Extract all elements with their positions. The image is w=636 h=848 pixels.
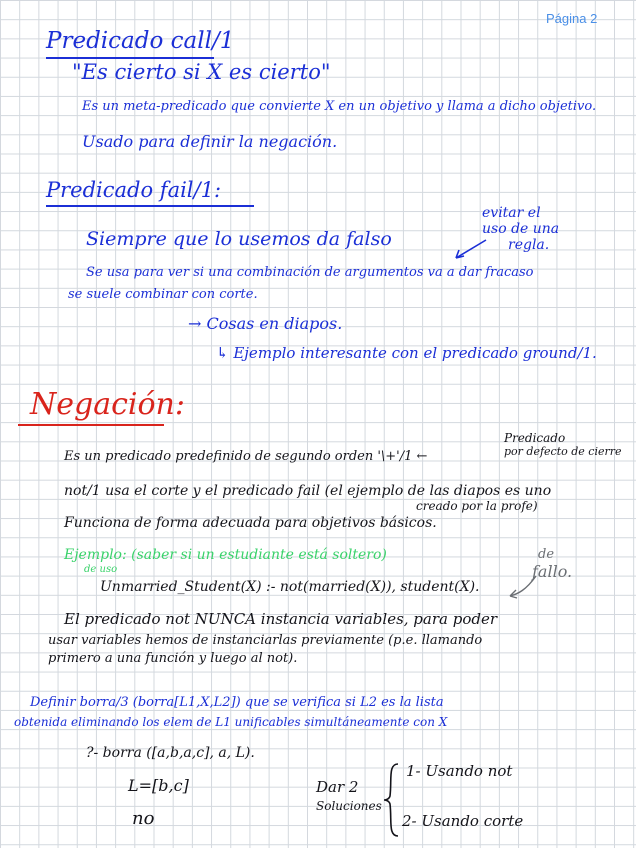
example-subtitle: de uso xyxy=(84,564,118,575)
fail-line2: Se usa para ver si una combinación de argumentos va a dar fracaso xyxy=(86,265,534,280)
negacion-side-note-1: Predicado xyxy=(504,431,566,445)
negacion-line6: primero a una función y luego al not). xyxy=(48,651,298,666)
call-quote: "Es cierto si X es cierto" xyxy=(72,60,331,84)
example-title: Ejemplo: (saber si un estudiante está soltero) xyxy=(64,547,387,563)
example-code: Unmarried_Student(X) :- not(married(X)), student(X). xyxy=(100,579,480,595)
negacion-line1: Es un predicado predefinido de segundo orden '\+'/1 ← xyxy=(64,449,428,464)
negacion-line2: not/1 usa el corte y el predicado fail (el ejemplo de las diapos es uno xyxy=(64,483,552,499)
side-label-2: fallo. xyxy=(532,562,573,581)
borra-line2: obtenida eliminando los elem de L1 unificables simultáneamente con X xyxy=(14,715,448,729)
negacion-title: Negación: xyxy=(30,387,185,422)
fail-note-1: evitar el xyxy=(482,205,541,221)
call-title: Predicado call/1 xyxy=(46,28,235,54)
negacion-side-note-2: por defecto de cierre xyxy=(504,445,622,458)
fail-note-3: regla. xyxy=(508,237,550,253)
negacion-line5: usar variables hemos de instanciarlas previamente (p.e. llamando xyxy=(48,633,483,648)
negacion-line4: El predicado not NUNCA instancia variables, para poder xyxy=(64,610,498,628)
solution-2: 2- Usando corte xyxy=(402,812,524,830)
solution-1: 1- Usando not xyxy=(406,762,513,780)
borra-line1: Definir borra/3 (borra[L1,X,L2]) que se verifica si L2 es la lista xyxy=(30,695,444,710)
negacion-line3: Funciona de forma adecuada para objetivos básicos. xyxy=(64,515,437,531)
fail-note-arrow xyxy=(450,236,490,262)
borra-result-1: L=[b,c] xyxy=(128,776,189,795)
fail-line3: se suele combinar con corte. xyxy=(68,287,258,302)
borra-result-2: no xyxy=(132,808,155,829)
negacion-title-underline xyxy=(18,424,164,426)
solutions-brace xyxy=(380,760,404,840)
solutions-label-1: Dar 2 xyxy=(316,778,359,796)
fail-title: Predicado fail/1: xyxy=(46,178,222,202)
fail-line1: Siempre que lo usemos da falso xyxy=(86,228,392,250)
fail-line4: → Cosas en diapos. xyxy=(188,314,343,333)
page-number: Página 2 xyxy=(546,11,598,26)
side-label-arrow xyxy=(504,572,544,602)
solutions-label-2: Soluciones xyxy=(316,799,382,813)
call-line2: Usado para definir la negación. xyxy=(82,132,338,151)
fail-title-underline xyxy=(46,205,254,207)
fail-note-2: uso de una xyxy=(482,221,560,237)
borra-query: ?- borra ([a,b,a,c], a, L). xyxy=(86,745,255,761)
call-line1: Es un meta-predicado que convierte X en un objetivo y llama a dicho objetivo. xyxy=(82,99,597,114)
fail-line5: ↳ Ejemplo interesante con el predicado ground/1. xyxy=(216,344,597,362)
side-label-1: de xyxy=(538,547,555,562)
negacion-line2-note: creado por la profe) xyxy=(416,499,538,513)
call-title-underline xyxy=(46,57,214,59)
